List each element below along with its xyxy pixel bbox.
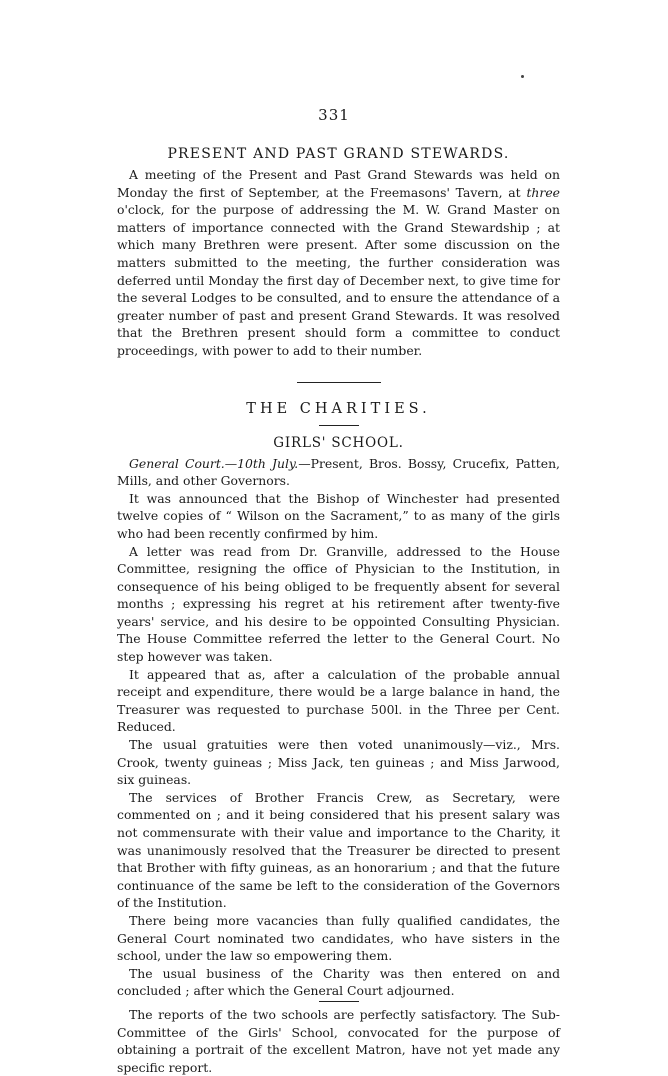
paragraph-granville-letter: A letter was read from Dr. Granville, addressed to the House Committee, resigning the office of Physician to the Institution, in consequence of his being obliged to be frequently absent for several months ; expressing his regret at his retirement after twenty-five years' service, and his desire to be oppointed Consulting Physician. The House Committee referred the letter to the General Court. No step however was taken.: [117, 543, 560, 665]
grand-stewards-paragraph: [117, 166, 560, 360]
paragraph-adjourned: The usual business of the Charity was then entered on and concluded ; after which the General Court adjourned.: [117, 965, 560, 999]
section-divider: [297, 382, 381, 383]
general-court-text: —Present, Bros. Bossy, Crucefix, Patten, Mills, and other Governors.: [117, 455, 560, 489]
paragraph-secretary: The services of Brother Francis Crew, as Secretary, were commented on ; and it being considered that his present salary was not commensurate with their value and importance to the Charity, it was unanimously resolved that the Treasurer be directed to present that Brother with fifty guineas, as an honorarium ; and that the future continuance of the same be left to the consideration of the Governors of the Institution.: [117, 789, 560, 911]
girls-school-heading: GIRLS' SCHOOL.: [273, 434, 404, 451]
charities-heading: THE CHARITIES.: [246, 400, 431, 417]
grand-stewards-italic-time: three: [526, 184, 560, 200]
grand-stewards-text-end: o'clock, for the purpose of addressing the M. W. Grand Master on matters of importance connected with the Grand Stewardship ; at which many Brethren were present. After some discussion on the matters submitted to the meeting, the further consideration was deferred until Monday the first day of December next, to give time for the several Lodges to be consulted, and to ensure the attendance of a greater number of past and present Grand Stewards. It was resolved that the Brethren present should form a committee to conduct proceedings, with power to add to their number.: [117, 202, 560, 358]
grand-stewards-text-start: A meeting of the Present and Past Grand Stewards was held on Monday the first of September, at the Freemasons' Tavern, at: [117, 167, 560, 200]
page-number: 331: [318, 106, 350, 124]
printing-speck: [521, 75, 524, 78]
grand-stewards-heading: PRESENT AND PAST GRAND STEWARDS.: [167, 146, 510, 162]
paragraph-vacancies: There being more vacancies than fully qualified candidates, the General Court nominated two candidates, who have sisters in the school, under the law so empowering them.: [117, 912, 560, 964]
paragraph-treasurer: It appeared that as, after a calculation of the probable annual receipt and expenditure, there would be a large balance in hand, the Treasurer was requested to purchase 500l. in the Three per Cent. Reduced.: [117, 666, 560, 735]
paragraph-reports: The reports of the two schools are perfectly satisfactory. The Sub-Committee of the Girls' School, convocated for the purpose of obtaining a portrait of the excellent Matron, have not yet made any specific report.: [117, 1006, 560, 1075]
closing-divider: [319, 1001, 359, 1002]
paragraph-bishop: It was announced that the Bishop of Winchester had presented twelve copies of “ Wilson on the Sacrament,” to as many of the girls who had been recently confirmed by him.: [117, 490, 560, 541]
paragraph-gratuities: The usual gratuities were then voted unanimously—viz., Mrs. Crook, twenty guineas ; Miss Jack, ten guineas ; and Miss Jarwood, six guineas.: [117, 737, 560, 788]
page-body: [117, 140, 560, 1076]
charities-divider: [319, 425, 359, 426]
general-court-line: [117, 455, 560, 490]
general-court-label: General Court.—10th July.: [129, 455, 299, 471]
